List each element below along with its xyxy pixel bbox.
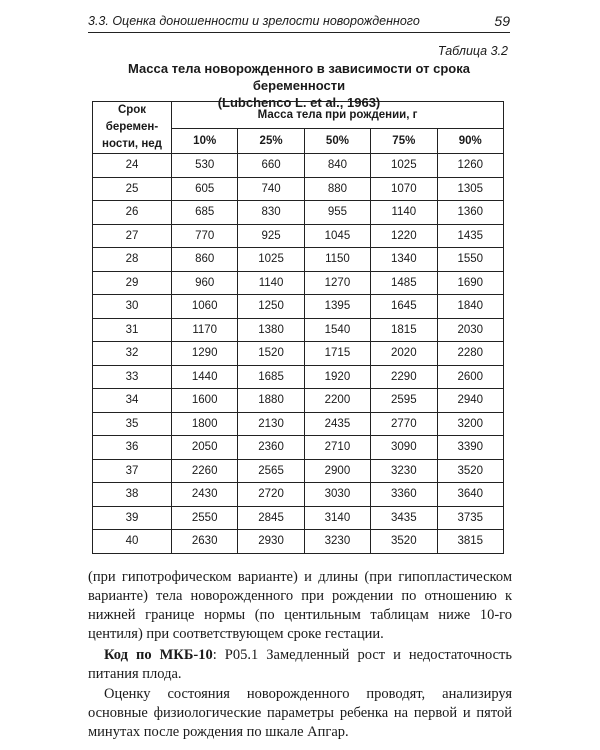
table-row xyxy=(93,389,504,413)
birth-weight-cell: 3520 xyxy=(437,459,504,483)
birth-weight-cell: 860 xyxy=(172,248,238,272)
birth-weight-cell: 2930 xyxy=(238,530,304,554)
gestation-week-cell: 39 xyxy=(93,506,172,530)
birth-weight-cell: 1250 xyxy=(238,295,304,319)
birth-weight-cell: 1150 xyxy=(304,248,370,272)
table-row xyxy=(93,248,504,272)
percentile-header: 50% xyxy=(304,128,370,153)
birth-weight-cell: 1340 xyxy=(371,248,437,272)
birth-weight-cell: 1220 xyxy=(371,224,437,248)
table-row xyxy=(93,365,504,389)
birth-weight-cell: 770 xyxy=(172,224,238,248)
birth-weight-cell: 1880 xyxy=(238,389,304,413)
birth-weight-cell: 1270 xyxy=(304,271,370,295)
birth-weight-cell: 3735 xyxy=(437,506,504,530)
table-row xyxy=(93,436,504,460)
table-title-line2: (Lubchenco L. et al., 1963) xyxy=(217,95,381,110)
gestation-week-cell: 25 xyxy=(93,177,172,201)
table-row xyxy=(93,271,504,295)
gestation-week-cell: 40 xyxy=(93,530,172,554)
table-row xyxy=(93,224,504,248)
table-row xyxy=(93,342,504,366)
birth-weight-cell: 2565 xyxy=(238,459,304,483)
gestation-week-cell: 29 xyxy=(93,271,172,295)
birth-weight-cell: 2435 xyxy=(304,412,370,436)
birth-weight-cell: 2260 xyxy=(172,459,238,483)
table-row xyxy=(93,506,504,530)
gestation-week-cell: 28 xyxy=(93,248,172,272)
gestation-week-cell: 32 xyxy=(93,342,172,366)
weeks-column-header xyxy=(93,102,172,154)
running-header-title: 3.3. Оценка доношенности и зрелости новорожденного xyxy=(88,14,420,28)
birth-weight-cell: 740 xyxy=(238,177,304,201)
birth-weight-cell: 1360 xyxy=(437,201,504,225)
gestation-week-cell: 38 xyxy=(93,483,172,507)
birth-weight-cell: 2720 xyxy=(238,483,304,507)
birth-weight-cell: 2360 xyxy=(238,436,304,460)
birth-weight-cell: 3640 xyxy=(437,483,504,507)
birth-weight-cell: 1815 xyxy=(371,318,437,342)
table-title-line1: Масса тела новорожденного в зависимости от срока беременности xyxy=(128,61,470,93)
weeks-header-line2: ности, нед xyxy=(102,138,162,150)
birth-weight-cell: 960 xyxy=(172,271,238,295)
birth-weight-cell: 2770 xyxy=(371,412,437,436)
birth-weight-cell: 1380 xyxy=(238,318,304,342)
birth-weight-cell: 1260 xyxy=(437,154,504,178)
gestation-week-cell: 37 xyxy=(93,459,172,483)
gestation-week-cell: 30 xyxy=(93,295,172,319)
birth-weight-cell: 1140 xyxy=(371,201,437,225)
birth-weight-cell: 2200 xyxy=(304,389,370,413)
gestation-week-cell: 33 xyxy=(93,365,172,389)
birth-weight-cell: 830 xyxy=(238,201,304,225)
birth-weight-cell: 3360 xyxy=(371,483,437,507)
birth-weight-cell: 2020 xyxy=(371,342,437,366)
gestation-week-cell: 27 xyxy=(93,224,172,248)
birth-weight-cell: 3200 xyxy=(437,412,504,436)
birth-weight-cell: 1060 xyxy=(172,295,238,319)
birth-weight-cell: 2130 xyxy=(238,412,304,436)
birth-weight-cell: 2595 xyxy=(371,389,437,413)
birth-weight-cell: 1645 xyxy=(371,295,437,319)
gestation-week-cell: 26 xyxy=(93,201,172,225)
birth-weight-cell: 2710 xyxy=(304,436,370,460)
birth-weight-cell: 880 xyxy=(304,177,370,201)
birth-weight-cell: 2290 xyxy=(371,365,437,389)
birth-weight-cell: 530 xyxy=(172,154,238,178)
page-number: 59 xyxy=(494,13,510,29)
birth-weight-cell: 2600 xyxy=(437,365,504,389)
birth-weight-cell: 605 xyxy=(172,177,238,201)
birth-weight-cell: 1435 xyxy=(437,224,504,248)
running-header xyxy=(88,12,510,33)
birth-weight-cell: 1045 xyxy=(304,224,370,248)
birth-weight-cell: 2430 xyxy=(172,483,238,507)
birth-weight-cell: 1440 xyxy=(172,365,238,389)
table-row xyxy=(93,154,504,178)
birth-weight-cell: 925 xyxy=(238,224,304,248)
birth-weight-cell: 1485 xyxy=(371,271,437,295)
paragraph-1: (при гипотрофическом варианте) и длины (при гипопластическом варианте) тела новорожденного при рождении по отношению к нижней границе нормы (по центильным таблицам ниже 10-го центиля) при соответствующем сроке гестации. xyxy=(88,569,512,642)
birth-weight-cell: 2845 xyxy=(238,506,304,530)
birth-weight-cell: 1025 xyxy=(371,154,437,178)
birth-weight-cell: 2280 xyxy=(437,342,504,366)
birth-weight-cell: 1690 xyxy=(437,271,504,295)
birth-weight-cell: 3140 xyxy=(304,506,370,530)
birth-weight-cell: 3030 xyxy=(304,483,370,507)
birth-weight-cell: 1395 xyxy=(304,295,370,319)
paragraph-3: Оценку состояния новорожденного проводят, анализируя основные физиологические параметры ребенка на первой и пятой минутах после рождения по шкале Апгар. xyxy=(88,686,512,740)
birth-weight-cell: 3230 xyxy=(304,530,370,554)
table-row xyxy=(93,459,504,483)
birth-weight-cell: 1520 xyxy=(238,342,304,366)
percentile-header: 10% xyxy=(172,128,238,153)
birth-weight-cell: 840 xyxy=(304,154,370,178)
birth-weight-cell: 1715 xyxy=(304,342,370,366)
icd-code-text: : P05.1 Замедленный рост и недостаточность питания плода. xyxy=(88,647,512,682)
percentile-header: 25% xyxy=(238,128,304,153)
table-row xyxy=(93,318,504,342)
birth-weight-cell: 1920 xyxy=(304,365,370,389)
birth-weight-cell: 1840 xyxy=(437,295,504,319)
birth-weight-cell: 2630 xyxy=(172,530,238,554)
birth-weight-cell: 3230 xyxy=(371,459,437,483)
birth-weight-cell: 1070 xyxy=(371,177,437,201)
birth-weight-cell: 955 xyxy=(304,201,370,225)
gestation-week-cell: 35 xyxy=(93,412,172,436)
birth-weight-cell: 1025 xyxy=(238,248,304,272)
weeks-header-line1: Срок беремен- xyxy=(105,104,159,133)
table-body xyxy=(93,154,504,554)
percentile-header: 75% xyxy=(371,128,437,153)
weight-by-gestation-table xyxy=(92,101,504,554)
icd-code-label: Код по МКБ-10 xyxy=(104,647,213,663)
birth-weight-cell: 685 xyxy=(172,201,238,225)
birth-weight-cell: 2050 xyxy=(172,436,238,460)
table-label: Таблица 3.2 xyxy=(437,44,508,58)
table-row xyxy=(93,177,504,201)
birth-weight-cell: 3815 xyxy=(437,530,504,554)
birth-weight-cell: 1290 xyxy=(172,342,238,366)
birth-weight-cell: 2550 xyxy=(172,506,238,530)
gestation-week-cell: 36 xyxy=(93,436,172,460)
birth-weight-cell: 3390 xyxy=(437,436,504,460)
birth-weight-cell: 1685 xyxy=(238,365,304,389)
table-row xyxy=(93,412,504,436)
birth-weight-cell: 2030 xyxy=(437,318,504,342)
gestation-week-cell: 31 xyxy=(93,318,172,342)
table-row xyxy=(93,530,504,554)
table-row xyxy=(93,201,504,225)
birth-weight-cell: 1140 xyxy=(238,271,304,295)
birth-weight-cell: 660 xyxy=(238,154,304,178)
birth-weight-cell: 1550 xyxy=(437,248,504,272)
birth-weight-cell: 2940 xyxy=(437,389,504,413)
birth-weight-cell: 1600 xyxy=(172,389,238,413)
paragraph-icd-code xyxy=(88,646,512,684)
birth-weight-cell: 2900 xyxy=(304,459,370,483)
table-row xyxy=(93,295,504,319)
birth-weight-cell: 3090 xyxy=(371,436,437,460)
birth-weight-cell: 1540 xyxy=(304,318,370,342)
gestation-week-cell: 34 xyxy=(93,389,172,413)
table-row xyxy=(93,483,504,507)
birth-weight-cell: 3435 xyxy=(371,506,437,530)
percentile-header: 90% xyxy=(437,128,504,153)
birth-weight-cell: 3520 xyxy=(371,530,437,554)
birth-weight-cell: 1800 xyxy=(172,412,238,436)
gestation-week-cell: 24 xyxy=(93,154,172,178)
birth-weight-cell: 1305 xyxy=(437,177,504,201)
birth-weight-group-header: Масса тела при рождении, г xyxy=(172,102,504,129)
birth-weight-cell: 1170 xyxy=(172,318,238,342)
